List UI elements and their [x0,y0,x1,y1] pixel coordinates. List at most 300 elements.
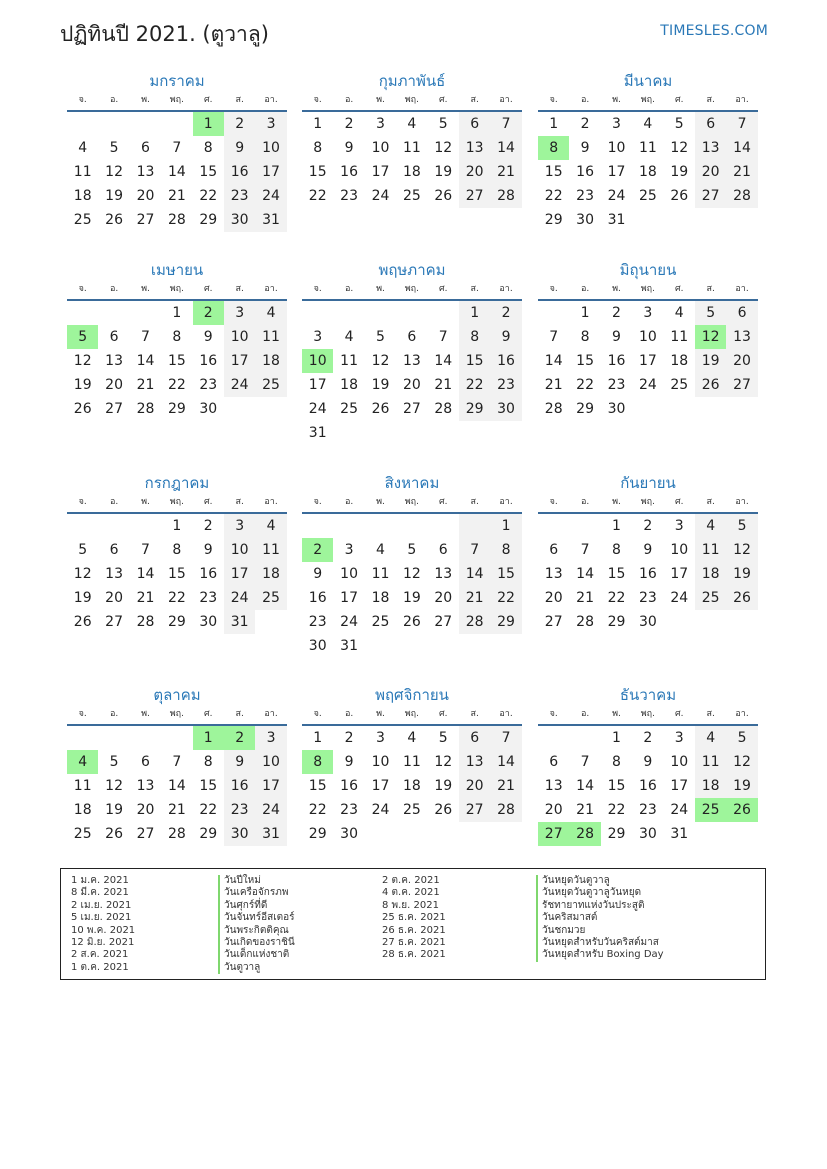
day-cell: 8 [490,538,521,562]
day-cell: 11 [638,140,657,156]
month-block [538,259,758,421]
day-header: อ. [580,709,590,719]
day-cell: 7 [438,329,448,345]
day-cell: 3 [376,730,385,746]
month-block [67,259,287,421]
day-cell: 28 [726,184,757,208]
empty-cell [302,301,333,325]
day-cell: 30 [638,614,657,630]
day-cell: 26 [105,826,123,842]
day-cell: 16 [607,353,626,369]
day-header: ส. [235,709,244,719]
day-cell: 18 [695,562,726,586]
holiday-day-cell: 2 [224,726,255,750]
day-header: อา. [499,284,513,294]
day-header: อา. [264,497,278,507]
day-header: ส. [706,497,715,507]
day-cell: 23 [224,798,255,822]
day-cell: 7 [459,538,490,562]
month-name: กรกฎาคม [144,474,210,492]
day-cell: 11 [73,778,92,794]
month-name: ตุลาคม [153,686,201,704]
day-cell: 26 [695,373,726,397]
day-cell: 25 [73,212,92,228]
day-cell: 9 [643,754,653,770]
legend-holiday-name: วันพระกิตติคุณ [218,925,295,937]
day-cell: 1 [313,730,323,746]
day-cell: 9 [344,754,354,770]
day-cell: 5 [726,514,757,538]
holiday-day-cell: 8 [302,750,333,774]
day-cell: 29 [199,212,218,228]
day-cell: 15 [490,562,521,586]
month-name: กุมภาพันธ์ [378,72,446,90]
day-cell: 29 [199,826,218,842]
day-cell: 17 [607,164,626,180]
day-cell: 26 [434,802,453,818]
day-cell: 18 [402,778,421,794]
day-cell: 5 [376,329,385,345]
empty-cell [161,112,192,136]
day-header: ส. [706,284,715,294]
day-header: จ. [78,497,87,507]
day-cell: 1 [612,730,621,746]
day-header: พ. [612,497,621,507]
day-header: อ. [580,284,590,294]
legend-date: 1 ต.ค. 2021 [71,961,129,973]
day-cell: 21 [576,590,594,606]
day-cell: 31 [340,638,358,654]
day-header: จ. [313,709,322,719]
day-cell: 2 [643,730,653,746]
day-cell: 2 [344,116,354,132]
day-cell: 3 [674,730,684,746]
day-cell: 15 [544,164,563,180]
day-header: ศ. [674,709,684,719]
day-cell: 8 [459,325,490,349]
month-block [302,472,522,658]
day-cell: 14 [544,353,563,369]
day-cell: 24 [638,377,657,393]
day-cell: 31 [255,208,286,232]
day-cell: 25 [695,586,726,610]
day-cell: 21 [167,188,186,204]
day-cell: 5 [407,542,417,558]
day-cell: 27 [544,614,563,630]
day-cell: 23 [607,377,626,393]
day-header: อ. [344,95,354,105]
day-cell: 27 [726,373,757,397]
month-block [302,684,522,846]
day-header: อ. [344,497,354,507]
day-cell: 25 [371,614,390,630]
day-cell: 4 [407,116,417,132]
day-cell: 23 [308,614,327,630]
day-cell: 22 [607,802,626,818]
day-cell: 2 [203,518,213,534]
day-header: ศ. [438,497,448,507]
day-cell: 11 [255,538,286,562]
day-cell: 9 [490,325,521,349]
day-cell: 17 [638,353,657,369]
day-cell: 6 [141,140,150,156]
day-header: ศ. [674,497,684,507]
day-cell: 28 [167,212,186,228]
day-header: จ. [78,709,87,719]
day-cell: 10 [255,136,286,160]
day-cell: 16 [224,774,255,798]
day-cell: 24 [607,188,626,204]
day-header: ส. [235,95,244,105]
day-cell: 12 [105,778,123,794]
day-cell: 14 [136,566,155,582]
day-cell: 20 [726,349,757,373]
day-header: อา. [735,95,749,105]
day-cell: 25 [402,188,421,204]
day-header: ศ. [438,284,448,294]
day-cell: 16 [490,349,521,373]
day-cell: 12 [371,353,390,369]
day-cell: 23 [199,590,218,606]
day-cell: 20 [402,377,421,393]
day-cell: 24 [670,590,689,606]
day-cell: 21 [459,586,490,610]
day-cell: 6 [438,542,448,558]
day-cell: 7 [580,542,590,558]
day-cell: 30 [576,212,594,228]
day-cell: 29 [544,212,563,228]
day-cell: 12 [73,566,92,582]
day-cell: 10 [224,538,255,562]
day-cell: 22 [199,802,218,818]
day-cell: 14 [459,562,490,586]
day-cell: 11 [402,754,421,770]
day-header: ส. [706,709,715,719]
day-header: พ. [612,709,621,719]
day-cell: 9 [612,329,621,345]
day-cell: 26 [670,188,689,204]
day-cell: 15 [607,566,626,582]
day-cell: 12 [402,566,421,582]
month-block [67,472,287,634]
day-cell: 10 [638,329,657,345]
day-cell: 9 [344,140,354,156]
day-cell: 4 [376,542,385,558]
day-cell: 7 [172,140,182,156]
day-cell: 10 [670,542,689,558]
day-cell: 16 [638,566,657,582]
day-cell: 27 [434,614,453,630]
day-cell: 7 [141,329,150,345]
day-cell: 3 [224,514,255,538]
day-cell: 24 [670,802,689,818]
day-cell: 28 [490,798,521,822]
day-header: พ. [141,95,150,105]
day-cell: 11 [695,750,726,774]
day-cell: 20 [105,377,123,393]
day-cell: 4 [695,726,726,750]
day-cell: 9 [313,566,323,582]
day-cell: 21 [490,774,521,798]
day-header: อ. [109,709,119,719]
month-name: ธันวาคม [619,686,677,704]
day-cell: 31 [670,826,689,842]
day-cell: 6 [459,112,490,136]
day-header: พฤ. [404,284,419,294]
day-cell: 4 [674,305,684,321]
day-cell: 29 [459,397,490,421]
day-cell: 31 [607,212,626,228]
day-cell: 29 [308,826,327,842]
day-cell: 24 [308,401,327,417]
day-cell: 19 [73,377,92,393]
day-cell: 12 [105,164,123,180]
day-cell: 26 [105,212,123,228]
day-cell: 28 [167,826,186,842]
day-cell: 28 [576,614,594,630]
empty-cell [396,301,427,325]
day-cell: 21 [136,377,155,393]
day-cell: 13 [544,778,563,794]
day-cell: 17 [308,377,327,393]
day-cell: 17 [255,160,286,184]
legend-date: 8 พ.ย. 2021 [382,899,439,911]
day-cell: 8 [313,140,323,156]
day-header: พ. [141,284,150,294]
day-cell: 26 [73,401,92,417]
day-cell: 4 [344,329,354,345]
day-cell: 6 [141,754,150,770]
day-cell: 25 [670,377,689,393]
day-cell: 9 [203,542,213,558]
day-cell: 13 [434,566,453,582]
day-cell: 20 [544,802,563,818]
day-cell: 31 [255,822,286,846]
day-cell: 26 [73,614,92,630]
empty-cell [67,514,98,538]
day-cell: 7 [490,726,521,750]
day-cell: 15 [576,353,594,369]
day-cell: 16 [576,164,594,180]
brand-link[interactable]: TIMESLES.COM [660,23,768,39]
day-cell: 19 [105,802,123,818]
day-cell: 16 [224,160,255,184]
legend-date: 4 ต.ค. 2021 [382,887,440,899]
legend-dates-right [382,875,446,962]
holiday-day-cell: 28 [569,822,600,846]
day-cell: 8 [203,754,213,770]
day-cell: 24 [255,798,286,822]
day-cell: 22 [544,188,563,204]
day-cell: 24 [340,614,358,630]
day-cell: 18 [670,353,689,369]
day-cell: 8 [172,542,182,558]
day-header: พฤ. [640,709,655,719]
day-header: อ. [109,284,119,294]
day-cell: 31 [224,610,255,634]
empty-cell [98,726,129,750]
day-header: ศ. [203,95,213,105]
empty-cell [396,514,427,538]
day-cell: 22 [308,802,327,818]
day-cell: 29 [490,610,521,634]
day-cell: 14 [167,778,186,794]
day-cell: 30 [308,638,327,654]
day-cell: 18 [255,562,286,586]
day-cell: 14 [726,136,757,160]
day-header: ส. [235,284,244,294]
day-cell: 19 [726,562,757,586]
day-cell: 21 [544,377,563,393]
day-cell: 27 [402,401,421,417]
legend-holiday-name: วันหยุดสำหรับวันคริสต์มาส [536,937,664,949]
day-header: จ. [549,284,558,294]
legend-holiday-name: วันหยุดสำหรับ Boxing Day [536,949,664,961]
day-cell: 19 [371,377,390,393]
day-cell: 11 [670,329,689,345]
month-block [302,70,522,208]
day-cell: 23 [199,377,218,393]
day-cell: 7 [549,329,559,345]
day-header: พ. [376,709,385,719]
day-cell: 5 [109,754,119,770]
day-cell: 10 [371,140,390,156]
day-cell: 18 [371,590,390,606]
day-cell: 1 [612,518,621,534]
day-cell: 18 [695,774,726,798]
day-header: พ. [612,95,621,105]
day-cell: 1 [580,305,590,321]
day-cell: 11 [73,164,92,180]
day-cell: 27 [459,798,490,822]
day-header: พฤ. [169,497,184,507]
empty-cell [161,726,192,750]
day-header: ศ. [438,95,448,105]
day-cell: 13 [544,566,563,582]
day-header: พ. [141,497,150,507]
day-cell: 4 [695,514,726,538]
day-cell: 6 [109,542,119,558]
day-cell: 26 [371,401,390,417]
day-header: พฤ. [404,95,419,105]
day-cell: 28 [459,610,490,634]
day-cell: 12 [726,538,757,562]
day-cell: 14 [490,750,521,774]
day-cell: 23 [340,188,358,204]
day-header: จ. [78,95,87,105]
legend-holiday-name: วันเกิดของราชินี [218,937,295,949]
legend-holiday-name: วันตูวาลู [218,962,295,974]
day-cell: 14 [576,566,594,582]
day-cell: 13 [105,353,123,369]
day-cell: 13 [695,136,726,160]
day-header: อา. [499,497,513,507]
legend-date: 27 ธ.ค. 2021 [382,937,446,949]
day-cell: 21 [136,590,155,606]
day-cell: 4 [78,140,88,156]
day-header: จ. [549,497,558,507]
day-cell: 18 [73,802,92,818]
day-cell: 16 [199,566,218,582]
day-cell: 28 [544,401,563,417]
day-cell: 10 [670,754,689,770]
day-header: อา. [264,95,278,105]
day-header: ศ. [438,709,448,719]
day-cell: 29 [167,401,186,417]
empty-cell [130,112,161,136]
day-cell: 27 [105,614,123,630]
day-header: จ. [313,497,322,507]
day-cell: 15 [167,566,186,582]
empty-cell [538,726,569,750]
day-cell: 20 [695,160,726,184]
empty-cell [365,514,396,538]
month-block [538,684,758,846]
day-cell: 20 [136,802,155,818]
day-cell: 6 [109,329,119,345]
day-cell: 17 [224,562,255,586]
day-cell: 21 [726,160,757,184]
month-name: สิงหาคม [384,474,440,492]
day-cell: 8 [172,329,182,345]
day-header: อา. [499,709,513,719]
day-cell: 20 [105,590,123,606]
holiday-day-cell: 27 [538,822,569,846]
day-header: ศ. [203,497,213,507]
day-cell: 8 [612,754,621,770]
day-cell: 12 [434,140,453,156]
day-cell: 6 [726,301,757,325]
day-cell: 14 [490,136,521,160]
day-cell: 30 [638,826,657,842]
legend-date: 25 ธ.ค. 2021 [382,912,446,924]
day-cell: 2 [490,301,521,325]
day-header: พ. [376,497,385,507]
legend-date: 2 ต.ค. 2021 [382,875,440,886]
day-cell: 28 [434,401,453,417]
day-cell: 23 [638,802,657,818]
day-cell: 5 [109,140,119,156]
legend-holiday-name: วันคริสมาสต์ [536,912,664,924]
day-cell: 9 [203,329,213,345]
day-cell: 16 [308,590,327,606]
day-cell: 14 [576,778,594,794]
day-cell: 2 [344,730,354,746]
empty-cell [67,301,98,325]
day-cell: 9 [643,542,653,558]
day-cell: 22 [576,377,594,393]
day-cell: 19 [73,590,92,606]
day-header: พ. [612,284,621,294]
day-header: อ. [344,709,354,719]
day-cell: 3 [313,329,323,345]
day-cell: 12 [434,754,453,770]
empty-cell [459,514,490,538]
day-cell: 30 [340,826,358,842]
day-cell: 25 [340,401,358,417]
day-cell: 31 [308,425,327,441]
holiday-day-cell: 4 [67,750,98,774]
day-cell: 24 [224,586,255,610]
day-cell: 2 [224,112,255,136]
legend-dates-left [71,875,135,974]
day-cell: 14 [136,353,155,369]
day-cell: 9 [224,750,255,774]
month-name: เมษายน [150,261,204,279]
day-cell: 25 [638,188,657,204]
day-cell: 22 [199,188,218,204]
empty-cell [538,301,569,325]
